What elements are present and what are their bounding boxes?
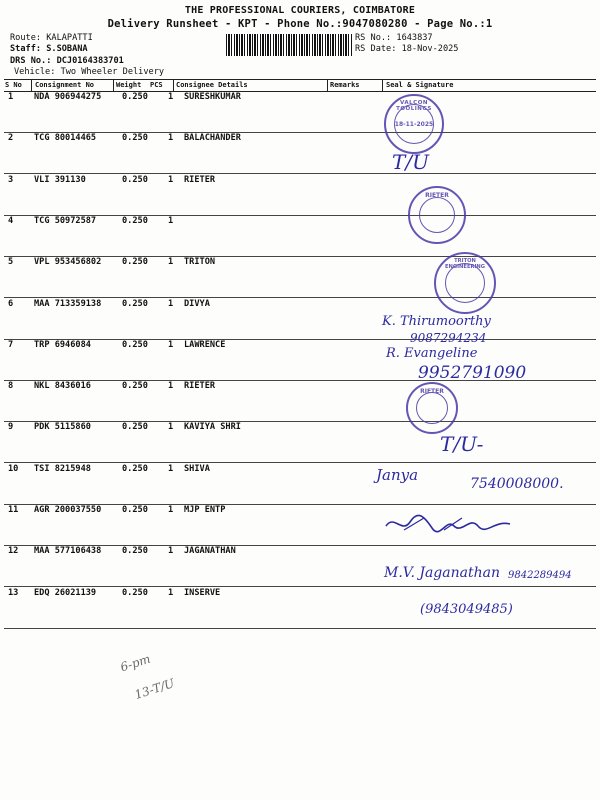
row-consignee: TRITON bbox=[184, 257, 216, 268]
row-pcs: 1 bbox=[168, 298, 174, 309]
signature-row6-name: K. Thirumoorthy bbox=[382, 314, 491, 329]
row-consignment: TCG 80014465 bbox=[34, 133, 97, 144]
row-separator bbox=[4, 628, 596, 629]
row-consignee: LAWRENCE bbox=[184, 339, 226, 350]
row-consignment: MAA 577106438 bbox=[34, 546, 102, 557]
col-header-pcs: PCS bbox=[150, 81, 163, 89]
row-pcs: 1 bbox=[168, 92, 174, 102]
row-pcs: 1 bbox=[168, 339, 174, 350]
row-consignee: JAGANATHAN bbox=[184, 546, 236, 557]
row-consignee: RIETER bbox=[184, 174, 216, 185]
col-divider bbox=[327, 80, 328, 91]
table-row bbox=[4, 216, 596, 257]
row-consignment: TCG 50972587 bbox=[34, 215, 97, 226]
row-consignee: INSERVE bbox=[184, 587, 221, 598]
signature-row12-phone1: 9842289494 bbox=[508, 570, 572, 581]
stamp-triton-engineering: TRITON ENGINEERING bbox=[434, 252, 496, 314]
row-consignee: DIVYA bbox=[184, 298, 210, 309]
row-consignment: VLI 391130 bbox=[34, 174, 86, 185]
row-consignee: BALACHANDER bbox=[184, 133, 241, 144]
row-consignee: SURESHKUMAR bbox=[184, 92, 241, 102]
row-weight: 0.250 bbox=[122, 463, 148, 474]
row-weight: 0.250 bbox=[122, 422, 148, 433]
signature-row2: T/U bbox=[392, 150, 429, 174]
runsheet-subtitle: Delivery Runsheet - KPT - Phone No.:9047080280 - Page No.:1 bbox=[107, 18, 493, 30]
row-weight: 0.250 bbox=[122, 546, 148, 557]
col-header-sno: S No bbox=[5, 81, 22, 89]
row-weight: 0.250 bbox=[122, 339, 148, 350]
staff-label: Staff: S.SOBANA bbox=[10, 44, 88, 54]
row-weight: 0.250 bbox=[122, 92, 148, 102]
company-title: THE PROFESSIONAL COURIERS, COIMBATORE bbox=[184, 5, 416, 16]
signature-row9: T/U- bbox=[440, 432, 484, 456]
row-sno: 13 bbox=[8, 587, 19, 598]
col-divider bbox=[382, 80, 383, 91]
signature-row10-name: Janya bbox=[376, 466, 419, 484]
vehicle-label: Vehicle: Two Wheeler Delivery bbox=[14, 67, 165, 77]
rs-number: RS No.: 1643837 bbox=[355, 33, 433, 43]
signature-row7-name: R. Evangeline bbox=[386, 346, 478, 361]
signature-row12-phone2: (9843049485) bbox=[420, 602, 513, 617]
pencil-note-1: 6-pm bbox=[118, 651, 153, 675]
row-pcs: 1 bbox=[168, 381, 174, 392]
signature-row6-phone: 9087294234 bbox=[410, 331, 487, 345]
row-sno: 1 bbox=[8, 92, 14, 102]
row-pcs: 1 bbox=[168, 133, 174, 144]
row-consignee: KAVIYA SHRI bbox=[184, 422, 241, 433]
row-weight: 0.250 bbox=[122, 215, 148, 226]
col-header-remarks: Remarks bbox=[330, 81, 360, 89]
row-weight: 0.250 bbox=[122, 174, 148, 185]
row-consignment: TRP 6946084 bbox=[34, 339, 91, 350]
row-consignment: AGR 200037550 bbox=[34, 505, 102, 515]
row-sno: 6 bbox=[8, 298, 14, 309]
route-label: Route: KALAPATTI bbox=[10, 33, 93, 43]
row-consignment: VPL 953456802 bbox=[34, 257, 102, 268]
col-header-seal: Seal & Signature bbox=[386, 81, 454, 89]
row-pcs: 1 bbox=[168, 546, 174, 557]
table-row bbox=[4, 257, 596, 298]
table-row bbox=[4, 175, 596, 216]
row-sno: 12 bbox=[8, 546, 19, 557]
col-divider bbox=[31, 80, 32, 91]
row-sno: 3 bbox=[8, 174, 14, 185]
row-consignment: NKL 8436016 bbox=[34, 381, 91, 392]
col-header-consignee: Consignee Details bbox=[176, 81, 248, 89]
table-row bbox=[4, 546, 596, 587]
col-divider bbox=[173, 80, 174, 91]
table-row bbox=[4, 422, 596, 463]
row-sno: 9 bbox=[8, 422, 14, 433]
pencil-note-2: 13-T/U bbox=[132, 675, 177, 703]
row-consignment: TSI 8215948 bbox=[34, 463, 91, 474]
table-row bbox=[4, 381, 596, 422]
signature-row7-phone: 9952791090 bbox=[418, 363, 527, 383]
row-pcs: 1 bbox=[168, 174, 174, 185]
stamp-rieter-2: RIETER bbox=[406, 382, 458, 434]
rs-date: RS Date: 18-Nov-2025 bbox=[355, 44, 459, 54]
row-consignment: MAA 713359138 bbox=[34, 298, 102, 309]
row-consignment: NDA 906944275 bbox=[34, 92, 102, 102]
row-weight: 0.250 bbox=[122, 505, 148, 515]
row-weight: 0.250 bbox=[122, 587, 148, 598]
col-divider bbox=[113, 80, 114, 91]
row-pcs: 1 bbox=[168, 257, 174, 268]
signature-row10-phone: 7540008000. bbox=[470, 476, 564, 492]
row-pcs: 1 bbox=[168, 422, 174, 433]
signature-row12-name: M.V. Jaganathan bbox=[384, 565, 500, 581]
row-pcs: 1 bbox=[168, 215, 174, 226]
row-sno: 10 bbox=[8, 463, 19, 474]
table-row bbox=[4, 92, 596, 133]
row-weight: 0.250 bbox=[122, 381, 148, 392]
row-pcs: 1 bbox=[168, 505, 174, 515]
row-sno: 5 bbox=[8, 257, 14, 268]
drs-number: DRS No.: DCJ0164383701 bbox=[10, 56, 124, 66]
stamp-valcon-toolings: VALCON TOOLINGS 18-11-2025 bbox=[384, 94, 444, 154]
row-consignee: RIETER bbox=[184, 381, 216, 392]
row-sno: 11 bbox=[8, 505, 19, 515]
row-weight: 0.250 bbox=[122, 133, 148, 144]
scribble-signature-icon bbox=[384, 512, 514, 534]
stamp-rieter-1: RIETER bbox=[408, 186, 466, 244]
row-sno: 2 bbox=[8, 133, 14, 144]
row-pcs: 1 bbox=[168, 463, 174, 474]
table-row bbox=[4, 133, 596, 174]
row-weight: 0.250 bbox=[122, 257, 148, 268]
row-consignment: PDK 5115860 bbox=[34, 422, 91, 433]
table-top-border bbox=[4, 79, 596, 80]
row-pcs: 1 bbox=[168, 587, 174, 598]
barcode bbox=[226, 34, 352, 56]
row-sno: 4 bbox=[8, 215, 14, 226]
row-consignee: SHIVA bbox=[184, 463, 210, 474]
table-row bbox=[4, 299, 596, 340]
row-sno: 8 bbox=[8, 381, 14, 392]
row-sno: 7 bbox=[8, 339, 14, 350]
row-weight: 0.250 bbox=[122, 298, 148, 309]
col-header-consignment: Consignment No bbox=[35, 81, 95, 89]
row-consignee: MJP ENTP bbox=[184, 505, 226, 515]
col-header-weight: Weight bbox=[116, 81, 142, 89]
row-consignment: EDQ 26021139 bbox=[34, 587, 97, 598]
signature-row11-scribble bbox=[384, 512, 514, 534]
